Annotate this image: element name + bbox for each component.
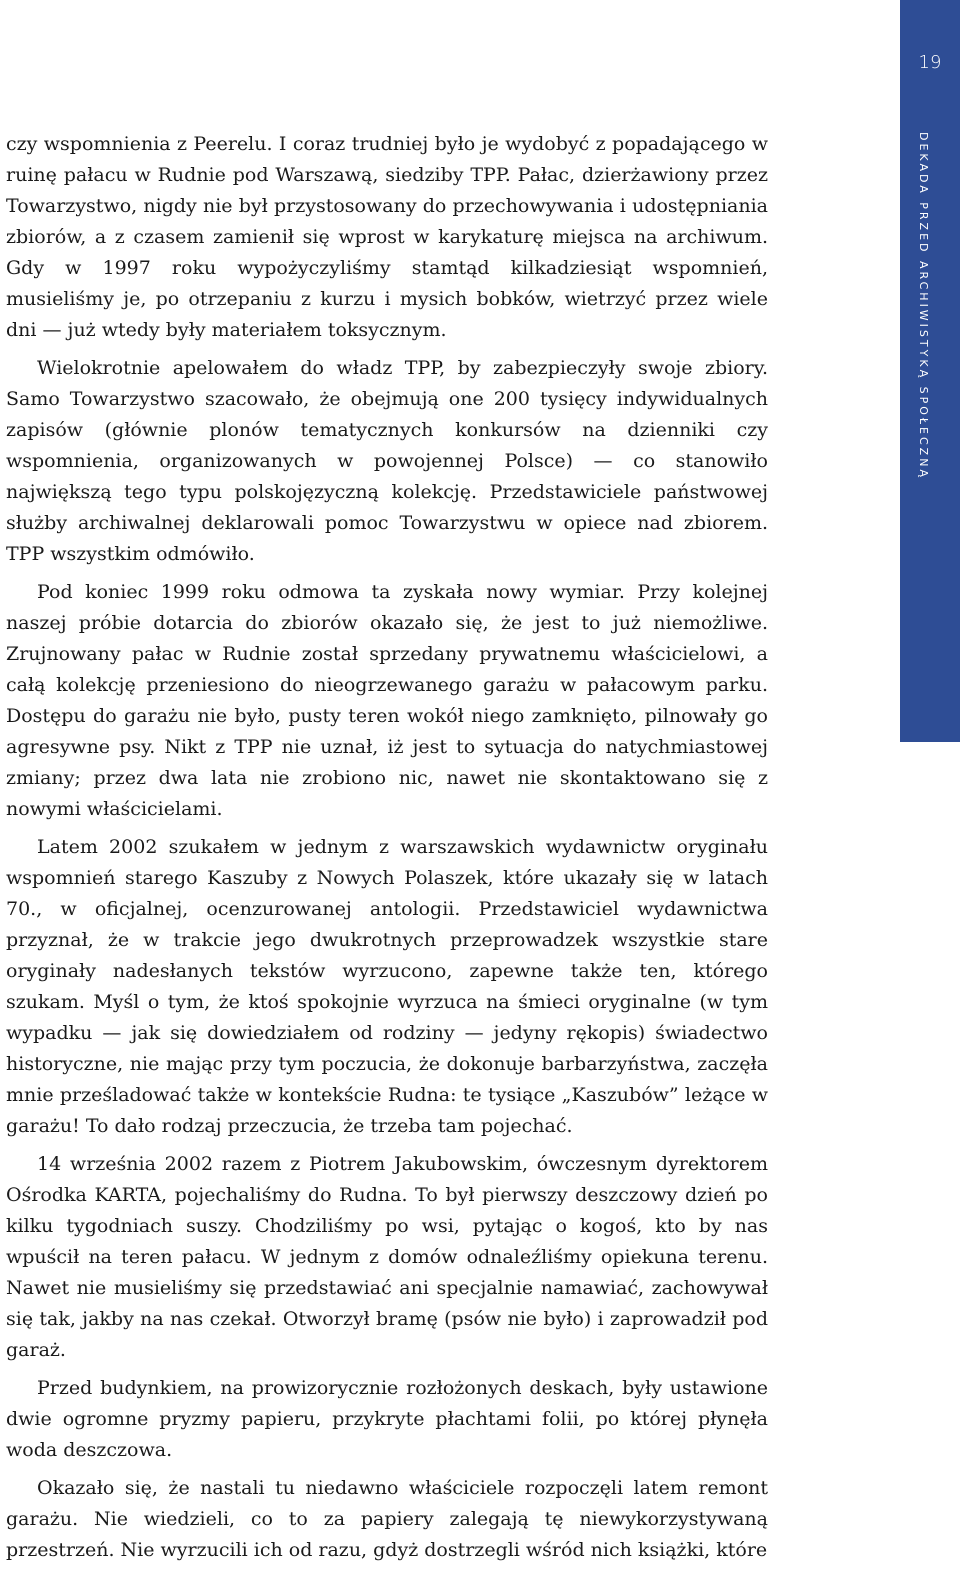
paragraph: Okazało się, że nastali tu niedawno właściciele rozpoczęli latem remont garażu. Nie wiedzieli, co to za papiery zalegają tę niewykorzystywaną przestrzeń. Nie wyrzucili ich od razu, gdyż dostrzegli wśród nich książki, które — [6, 1477, 768, 1561]
paragraph: czy wspomnienia z Peerelu. I coraz trudniej było je wydobyć z popadającego w ruinę pałacu w Rudnie pod Warszawą, siedziby TPP. Pałac, dzierżawiony przez Towarzystwo, nigdy nie był przystosowany do przechowywania i udostępniania zbiorów, a z czasem zamienił się wprost w karykaturę miejsca na archiwum. Gdy w 1997 roku wypożyczyliśmy stamtąd kilkadziesiąt wspomnień, musieliśmy je, po otrzepaniu z kurzu i mysich bobków, wietrzyć przez wiele dni — już wtedy były materiałem toksycznym. — [6, 133, 768, 341]
paragraph: Przed budynkiem, na prowizorycznie rozłożonych deskach, były ustawione dwie ogromne pryzmy papieru, przykryte płachtami folii, po której płynęła woda deszczowa. — [6, 1377, 768, 1461]
paragraph: Wielokrotnie apelowałem do władz TPP, by zabezpieczyły swoje zbiory. Samo Towarzystwo szacowało, że obejmują one 200 tysięcy indywidualnych zapisów (głównie plonów tematycznych konkursów na dzienniki czy wspomnienia, organizowanych w powojennej Polsce) — co stanowiło największą tego typu polskojęzyczną kolekcję. Przedstawiciele państwowej służby archiwalnej deklarowali pomoc Towarzystwu w opiece nad zbiorem. TPP wszystkim odmówiło. — [6, 357, 768, 565]
paragraph: Pod koniec 1999 roku odmowa ta zyskała nowy wymiar. Przy kolejnej naszej próbie dotarcia do zbiorów okazało się, że jest to już niemożliwe. Zrujnowany pałac w Rudnie został sprzedany prywatnemu właścicielowi, a całą kolekcję przeniesiono do nieogrzewanego garażu w pałacowym parku. Dostępu do garażu nie było, pusty teren wokół niego zamknięto, pilnowały go agresywne psy. Nikt z TPP nie uznał, iż jest to sytuacja do natychmiastowej zmiany; przez dwa lata nie zrobiono nic, nawet nie skontaktowano się z nowymi właścicielami. — [6, 581, 768, 820]
paragraph: 14 września 2002 razem z Piotrem Jakubowskim, ówczesnym dyrektorem Ośrodka KARTA, pojechaliśmy do Rudna. To był pierwszy deszczowy dzień po kilku tygodniach suszy. Chodziliśmy po wsi, pytając o kogoś, kto by nas wpuścił na teren pałacu. W jednym z domów odnaleźliśmy opiekuna terenu. Nawet nie musieliśmy się przedstawiać ani specjalnie namawiać, zachowywał się tak, jakby na nas czekał. Otworzył bramę (psów nie było) i zaprowadził pod garaż. — [6, 1153, 768, 1361]
page-number: 19 — [918, 52, 942, 73]
section-side-tab — [900, 0, 960, 742]
running-section-title: DEKADA PRZED ARCHIWISTYKĄ SPOŁECZNĄ — [917, 132, 930, 480]
paragraph: Latem 2002 szukałem w jednym z warszawskich wydawnictw oryginału wspomnień starego Kaszuby z Nowych Polaszek, które ukazały się w latach 70., w oficjalnej, ocenzurowanej antologii. Przedstawiciel wydawnictwa przyznał, że w trakcie jego dwukrotnych przeprowadzek wszystkie stare oryginały nadesłanych tekstów wyrzucono, zapewne także ten, którego szukam. Myśl o tym, że ktoś spokojnie wyrzuca na śmieci oryginalne (w tym wypadku — jak się dowiedziałem od rodziny — jedyny rękopis) świadectwo historyczne, nie mając przy tym poczucia, że dokonuje barbarzyństwa, zaczęła mnie prześladować także w kontekście Rudna: te tysiące „Kaszubów” leżące w garażu! To dało rodzaj przeczucia, że trzeba tam pojechać. — [6, 836, 768, 1137]
body-text — [6, 129, 768, 1573]
